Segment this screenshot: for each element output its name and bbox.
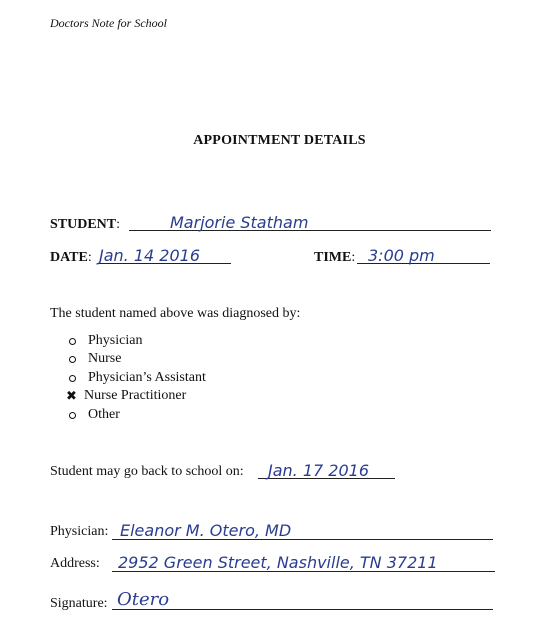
option-label: Physician’s Assistant	[88, 370, 206, 385]
option-nurse-practitioner[interactable]	[66, 388, 186, 404]
address-field[interactable]: 2952 Green Street, Nashville, TN 37211	[118, 553, 438, 572]
address-label: Address:	[50, 556, 100, 571]
time-field[interactable]: 3:00 pm	[368, 246, 435, 265]
option-other[interactable]	[68, 407, 120, 423]
physician-field[interactable]: Eleanor M. Otero, MD	[120, 521, 292, 540]
radio-circle-icon[interactable]	[69, 375, 76, 382]
checked-x-icon[interactable]: ✖	[66, 388, 77, 404]
date-label-text: DATE	[50, 250, 88, 265]
signature-underline	[112, 609, 493, 610]
option-physician[interactable]	[68, 333, 142, 349]
student-name-field[interactable]: Marjorie Statham	[170, 213, 309, 232]
option-label: Nurse Practitioner	[84, 388, 187, 403]
document-header: Doctors Note for School	[50, 16, 167, 30]
radio-circle-icon[interactable]	[69, 338, 76, 345]
option-label: Physician	[88, 333, 143, 348]
diagnosed-prompt: The student named above was diagnosed by:	[50, 306, 301, 321]
option-physicians-assistant[interactable]	[68, 370, 206, 386]
student-label-colon: :	[116, 217, 121, 232]
date-field[interactable]: Jan. 14 2016	[99, 246, 200, 265]
signature-label: Signature:	[50, 596, 108, 611]
radio-circle-icon[interactable]	[69, 356, 76, 363]
date-label	[50, 250, 92, 266]
time-label	[314, 250, 355, 266]
option-label: Other	[88, 407, 120, 422]
option-nurse[interactable]	[68, 351, 121, 367]
option-label: Nurse	[88, 351, 122, 366]
physician-label: Physician:	[50, 524, 109, 539]
date-label-colon: :	[87, 250, 92, 265]
radio-circle-icon[interactable]	[69, 412, 76, 419]
time-label-colon: :	[351, 250, 356, 265]
time-label-text: TIME	[314, 250, 352, 265]
page-title: APPOINTMENT DETAILS	[193, 133, 366, 148]
return-label: Student may go back to school on:	[50, 464, 244, 479]
student-label-text: STUDENT	[50, 217, 117, 232]
student-label	[50, 217, 120, 233]
return-date-field[interactable]: Jan. 17 2016	[268, 461, 369, 480]
signature-field[interactable]: Otero	[117, 589, 170, 610]
